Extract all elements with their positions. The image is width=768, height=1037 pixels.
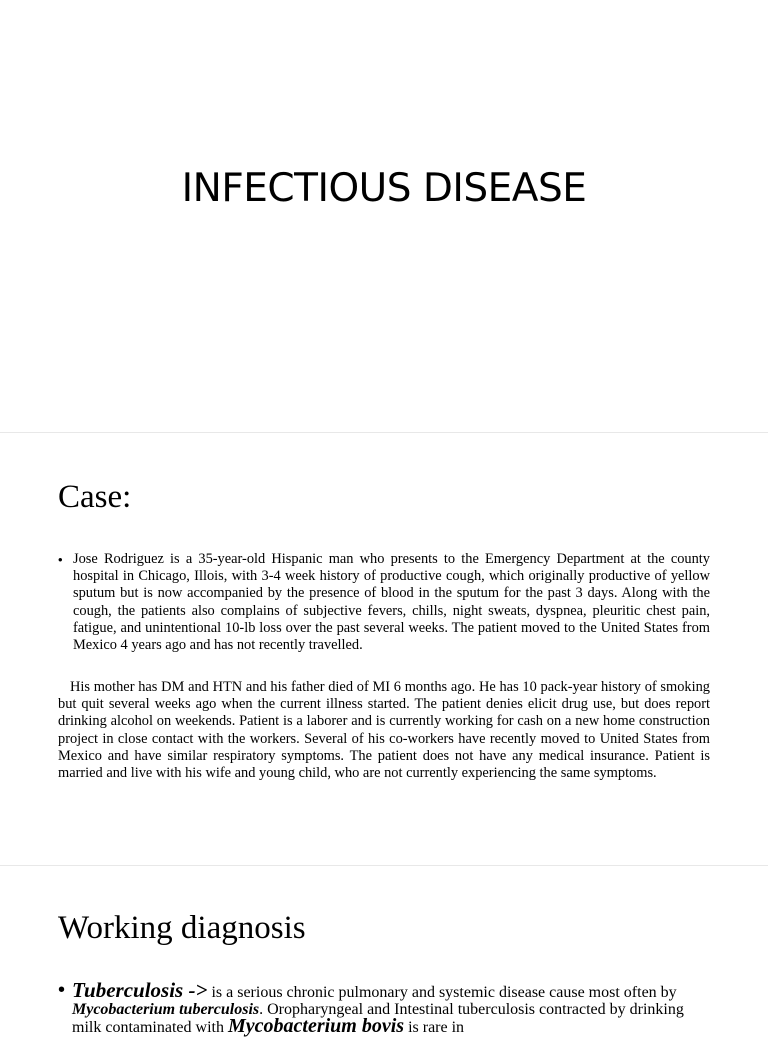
organism-name-2: Mycobacterium bovis bbox=[227, 1015, 405, 1037]
diagnosis-text bbox=[72, 978, 710, 1037]
presentation-title: INFECTIOUS DISEASE bbox=[181, 166, 587, 211]
bullet-icon: • bbox=[58, 979, 66, 1001]
list-item bbox=[58, 551, 710, 654]
diagnosis-term: Tuberculosis -> bbox=[72, 978, 208, 1002]
list-item bbox=[58, 978, 710, 1037]
case-bullet-text: Jose Rodriguez is a 35-year-old Hispanic man who presents to the Emergency Department at the county hospital in Chicago, Illois, with 3-4 week history of productive cough, which originally productive of yellow sputum but is now accompanied by the presence of blood in the sputum for the past 3 days. Along with the cough, the patients also complains of subjective fevers, chills, night sweats, dyspnea, pleuritic chest pain, fatigue, and unintentional 10-lb loss over the past several weeks. The patient moved to the United States from Mexico 4 years ago and has not recently travelled. bbox=[73, 551, 710, 654]
case-slide bbox=[0, 433, 768, 865]
case-bullet bbox=[58, 551, 710, 654]
case-history-paragraph: His mother has DM and HTN and his father died of MI 6 months ago. He has 10 pack-year history of smoking but quit several weeks ago when the current illness started. The patient denies elicit drug use, but does report drinking alcohol on weekends. Patient is a laborer and is currently working for cash on a new home construction project in close contact with the workers. Several of his co-workers have recently moved to United States from Mexico and have similar respiratory symptoms. The patient does not have any medical insurance. Patient is married and live with his wife and young child, who are not currently experiencing the same symptoms. bbox=[58, 679, 710, 782]
case-heading: Case: bbox=[58, 479, 132, 515]
diagnosis-description-2: . Oropharyngeal and Intestinal tuberculosis contracted by drinking milk contaminated with bbox=[72, 1001, 684, 1036]
diagnosis-description-3: is rare in bbox=[404, 1019, 465, 1036]
diagnosis-slide bbox=[0, 866, 768, 1037]
diagnosis-bullet bbox=[58, 978, 710, 1037]
diagnosis-description: is a serious chronic pulmonary and systemic disease cause most often by bbox=[207, 984, 677, 1001]
organism-name: Mycobacterium tuberculosis bbox=[72, 1001, 260, 1018]
bullet-icon: • bbox=[58, 552, 63, 567]
title-slide bbox=[0, 0, 768, 432]
diagnosis-heading: Working diagnosis bbox=[58, 910, 306, 946]
